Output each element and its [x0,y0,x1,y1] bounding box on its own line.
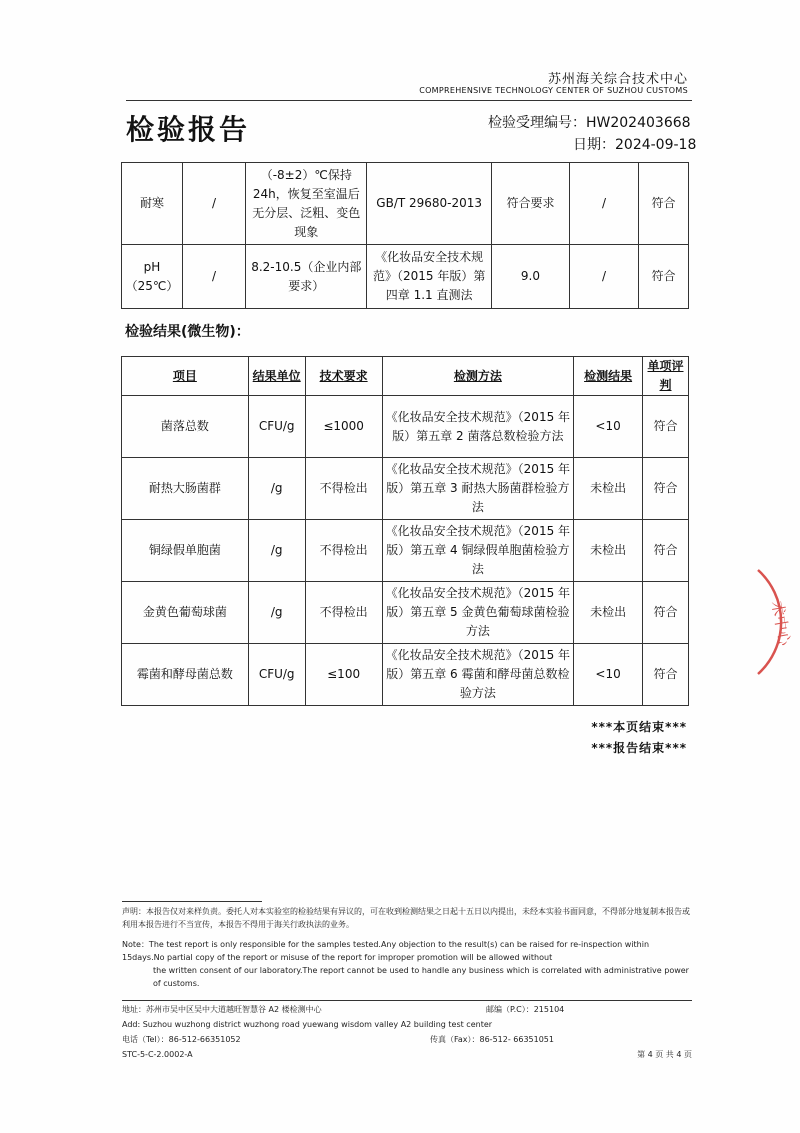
table-cell: GB/T 29680-2013 [367,163,491,245]
table-cell: 未检出 [574,520,643,582]
table-cell: 耐热大肠菌群 [122,458,249,520]
report-number: 检验受理编号：HW202403668 [488,115,691,131]
header-rule [126,100,692,101]
address-cn: 地址：苏州市吴中区吴中大道越旺智慧谷 A2 楼检测中心 [122,1005,322,1014]
end-of-report-marker: ***报告结束*** [591,741,687,755]
table-cell: /g [248,520,305,582]
table-row [122,245,689,309]
fax: 传真（Fax）：86-512- 66351051 [430,1035,554,1044]
physical-results-table [121,162,689,309]
table-cell: / [570,245,639,309]
table-cell: 符合 [639,163,689,245]
column-header: 技术要求 [305,357,382,396]
table-cell: ≤1000 [305,396,382,458]
table-cell: 菌落总数 [122,396,249,458]
address-en: Add: Suzhou wuzhong district wuzhong road yuewang wisdom valley A2 building test center [122,1020,493,1029]
column-header: 检测方法 [382,357,574,396]
table-cell: 符合 [643,520,689,582]
table-cell: 符合 [639,245,689,309]
table-cell: 《化妆品安全技术规范》（2015 年版）第五章 4 铜绿假单胞菌检验方法 [382,520,574,582]
table-row [122,582,689,644]
table-cell: 符合 [643,644,689,706]
micro-results-table [121,356,689,706]
table-cell: / [182,163,245,245]
table-row [122,458,689,520]
table-cell: <10 [574,396,643,458]
table-cell: 8.2-10.5（企业内部要求） [246,245,367,309]
table-cell: 符合要求 [491,163,569,245]
table-header-row [122,357,689,396]
table-cell: pH（25℃） [122,245,183,309]
table-cell: <10 [574,644,643,706]
table-cell: 霉菌和酵母菌总数 [122,644,249,706]
column-header: 项目 [122,357,249,396]
address-rule [122,1000,692,1001]
end-of-page-marker: ***本页结束*** [591,720,687,734]
table-cell: 符合 [643,458,689,520]
table-cell: / [182,245,245,309]
column-header: 单项评判 [643,357,689,396]
statement-en-cont: the written consent of our laboratory.The report cannot be used to handle any business which is correlated with administrative power of customs. [153,966,689,988]
column-header: 检测结果 [574,357,643,396]
table-cell: 耐寒 [122,163,183,245]
table-cell: 未检出 [574,458,643,520]
table-cell: 符合 [643,396,689,458]
table-row [122,396,689,458]
table-cell: /g [248,458,305,520]
table-row [122,520,689,582]
table-cell: 未检出 [574,582,643,644]
column-header: 结果单位 [248,357,305,396]
table-cell: 不得检出 [305,458,382,520]
table-cell: 不得检出 [305,520,382,582]
statement-en: Note：The test report is only responsible for the samples tested.Any objection to the result(s) can be raised for re-inspection within 15days.No partial copy of the report or misuse of the report for improper promotion will be allowed without [122,940,650,962]
table-cell: / [570,163,639,245]
table-cell: CFU/g [248,644,305,706]
table-row [122,644,689,706]
table-row [122,163,689,245]
table-cell: 符合 [643,582,689,644]
micro-section-title: 检验结果(微生物)： [125,324,250,340]
table-cell: 不得检出 [305,582,382,644]
table-cell: 《化妆品安全技术规范》（2015 年版）第五章 5 金黄色葡萄球菌检验方法 [382,582,574,644]
official-seal-stamp [718,566,800,678]
table-cell: ≤100 [305,644,382,706]
table-cell: （-8±2）℃保持24h，恢复至室温后无分层、泛粗、变色现象 [246,163,367,245]
postcode: 邮编（P.C）：215104 [486,1005,565,1014]
statement-cn: 声明：本报告仅对来样负责。委托人对本实验室的检验结果有异议的，可在收到检测结果之日起十五日以内提出，未经本实验书面同意，不得部分地复制本报告或利用本报告进行不当宣传，本报告不得用于海关行政执法的业务。 [122,907,690,929]
page-number: 第 4 页 共 4 页 [637,1050,692,1059]
table-cell: 《化妆品安全技术规范》（2015 年版）第四章 1.1 直测法 [367,245,491,309]
table-cell: /g [248,582,305,644]
table-cell: CFU/g [248,396,305,458]
org-name-en: COMPREHENSIVE TECHNOLOGY CENTER OF SUZHOU CUSTOMS [419,86,688,95]
telephone: 电话（Tel）：86-512-66351052 [122,1035,241,1044]
table-cell: 金黄色葡萄球菌 [122,582,249,644]
seal-text: 术中心 [768,599,794,648]
report-date: 日期：2024-09-18 [573,137,697,153]
table-cell: 《化妆品安全技术规范》（2015 年版）第五章 2 菌落总数检验方法 [382,396,574,458]
footer-rule [122,901,262,902]
table-cell: 9.0 [491,245,569,309]
table-cell: 铜绿假单胞菌 [122,520,249,582]
table-cell: 《化妆品安全技术规范》（2015 年版）第五章 3 耐热大肠菌群检验方法 [382,458,574,520]
document-title: 检验报告 [126,113,251,146]
form-code: STC-5-C-2.0002-A [122,1050,193,1059]
table-cell: 《化妆品安全技术规范》（2015 年版）第五章 6 霉菌和酵母菌总数检验方法 [382,644,574,706]
org-name-cn: 苏州海关综合技术中心 [547,72,688,87]
